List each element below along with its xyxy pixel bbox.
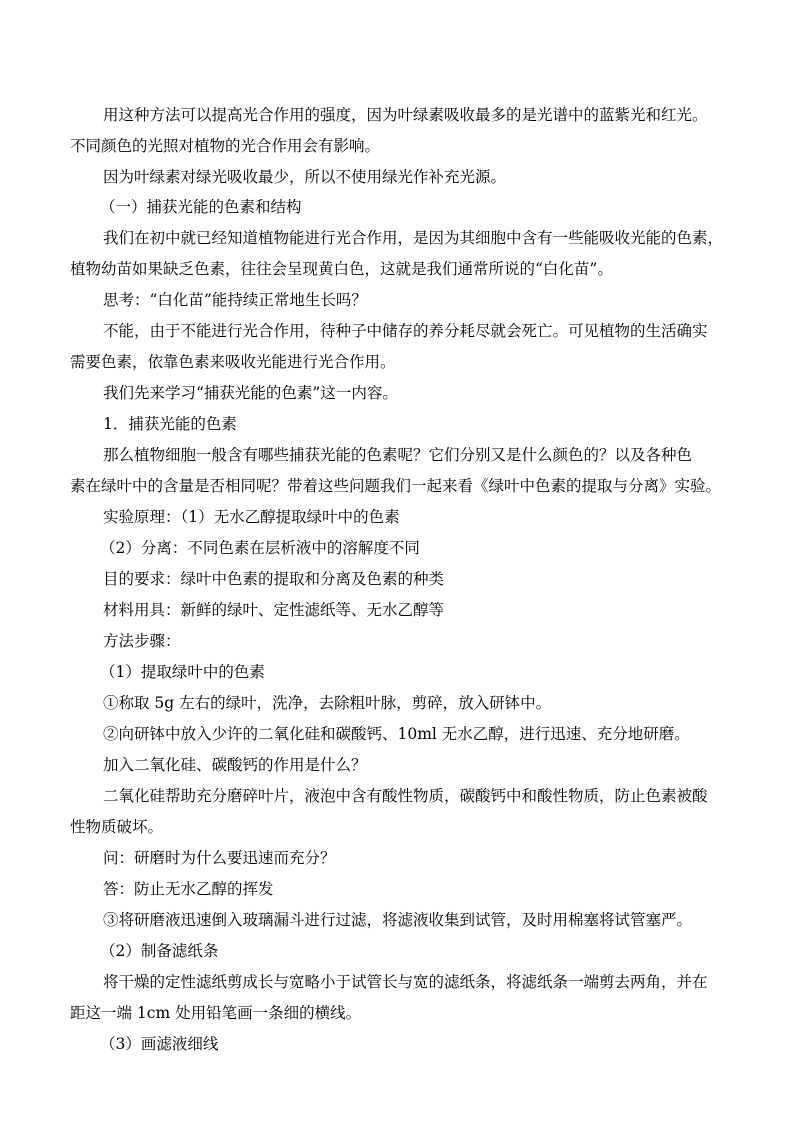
paragraph-line: 材料用具：新鲜的绿叶、定性滤纸等、无水乙醇等 bbox=[103, 601, 445, 619]
subsection-heading: 1．捕获光能的色素 bbox=[103, 415, 237, 433]
paragraph-line: 问：研磨时为什么要迅速而充分？ bbox=[103, 849, 336, 867]
paragraph-line: 思考：“白化苗”能持续正常地生长吗？ bbox=[103, 291, 367, 309]
paragraph-line: 二氧化硅帮助充分磨碎叶片，液泡中含有酸性物质，碳酸钙中和酸性物质，防止色素被酸 bbox=[103, 787, 708, 805]
paragraph-line: ①称取 5g 左右的绿叶，洗净，去除粗叶脉，剪碎，放入研钵中。 bbox=[103, 694, 552, 712]
paragraph-line: 素在绿叶中的含量是否相同呢？带着这些问题我们一起来看《绿叶中色素的提取与分离》实验。 bbox=[70, 477, 722, 495]
paragraph-line: （2）分离：不同色素在层析液中的溶解度不同 bbox=[100, 539, 420, 557]
paragraph-line: ②向研钵中放入少许的二氧化硅和碳酸钙、10ml 无水乙醇，进行迅速、充分地研磨。 bbox=[103, 725, 690, 743]
paragraph-line: 那么植物细胞一般含有哪些捕获光能的色素呢？它们分别又是什么颜色的？以及各种色 bbox=[103, 446, 693, 464]
paragraph-line: 方法步骤： bbox=[103, 632, 181, 650]
paragraph-line: 不能，由于不能进行光合作用，待种子中储存的养分耗尽就会死亡。可见植物的生活确实 bbox=[103, 322, 708, 340]
paragraph-line: 需要色素，依靠色素来吸收光能进行光合作用。 bbox=[70, 353, 396, 371]
paragraph-line: 加入二氧化硅、碳酸钙的作用是什么？ bbox=[103, 756, 367, 774]
paragraph-line: 我们在初中就已经知道植物能进行光合作用，是因为其细胞中含有一些能吸收光能的色素， bbox=[103, 229, 724, 247]
paragraph-line: 目的要求：绿叶中色素的提取和分离及色素的种类 bbox=[103, 570, 445, 588]
paragraph-line: 因为叶绿素对绿光吸收最少，所以不使用绿光作补充光源。 bbox=[103, 168, 507, 186]
step-heading: （1）提取绿叶中的色素 bbox=[100, 663, 265, 681]
paragraph-line: 用这种方法可以提高光合作用的强度，因为叶绿素吸收最多的是光谱中的蓝紫光和红光。 bbox=[103, 106, 708, 124]
paragraph-line: ③将研磨液迅速倒入玻璃漏斗进行过滤，将滤液收集到试管，及时用棉塞将试管塞严。 bbox=[103, 911, 693, 929]
step-heading: （2）制备滤纸条 bbox=[100, 942, 219, 960]
paragraph-line: 距这一端 1cm 处用铅笔画一条细的横线。 bbox=[70, 1004, 362, 1022]
paragraph-line: 答：防止无水乙醇的挥发 bbox=[103, 880, 274, 898]
paragraph-line: 植物幼苗如果缺乏色素，往往会呈现黄白色，这就是我们通常所说的“白化苗”。 bbox=[70, 260, 613, 278]
section-heading: （一）捕获光能的色素和结构 bbox=[100, 198, 302, 216]
paragraph-line: 性物质破坏。 bbox=[70, 818, 164, 836]
paragraph-line: 不同颜色的光照对植物的光合作用会有影响。 bbox=[70, 137, 381, 155]
paragraph-line: 实验原理：（1）无水乙醇提取绿叶中的色素 bbox=[103, 508, 400, 526]
step-heading: （3）画滤液细线 bbox=[100, 1035, 219, 1053]
paragraph-line: 将干燥的定性滤纸剪成长与宽略小于试管长与宽的滤纸条，将滤纸条一端剪去两角，并在 bbox=[103, 973, 708, 991]
paragraph-line: 我们先来学习“捕获光能的色素”这一内容。 bbox=[103, 384, 398, 402]
